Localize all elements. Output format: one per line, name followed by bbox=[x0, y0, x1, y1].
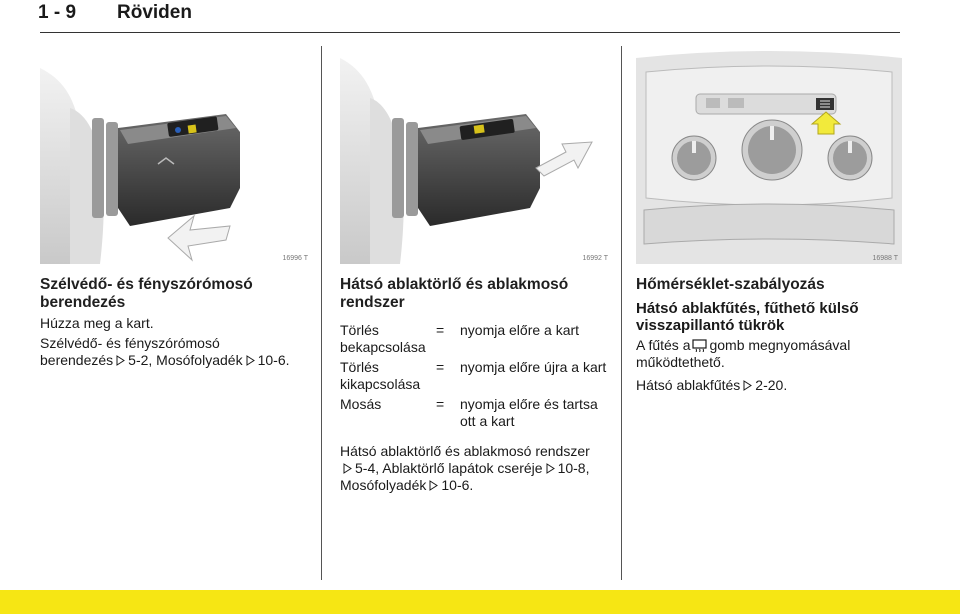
reference-text bbox=[340, 443, 612, 494]
equals-sign: = bbox=[436, 359, 445, 375]
instruction-text bbox=[636, 337, 906, 371]
reference-link[interactable]: 10-8, bbox=[557, 460, 590, 476]
operation-name: Törlés bekapcsolása bbox=[340, 322, 426, 355]
column-divider bbox=[621, 46, 622, 580]
instruction-text: Húzza meg a kart. bbox=[40, 315, 154, 331]
reference-link[interactable]: 2-20. bbox=[755, 377, 788, 393]
footer-bar bbox=[0, 590, 960, 614]
column-divider bbox=[321, 46, 322, 580]
page-ref-arrow-icon bbox=[342, 463, 353, 474]
table-row bbox=[340, 322, 612, 359]
page-ref-arrow-icon bbox=[428, 480, 439, 491]
reference-text bbox=[40, 335, 315, 369]
rear-window-heating-icon bbox=[692, 339, 707, 352]
reference-link[interactable]: 10-6. bbox=[441, 477, 474, 493]
equals-sign: = bbox=[436, 396, 445, 412]
operation-action: nyomja előre a kart bbox=[460, 322, 580, 338]
reference-line: Szélvédő- és fényszórómosó bbox=[40, 335, 220, 351]
section-heading: Hőmérséklet-szabályozás bbox=[636, 276, 825, 293]
page-ref-arrow-icon bbox=[742, 380, 753, 391]
reference-text bbox=[636, 377, 906, 394]
climate-panel-illustration bbox=[636, 48, 902, 264]
instruction-line: gomb megnyomásával működtethető. bbox=[636, 337, 851, 370]
page-ref-arrow-icon bbox=[115, 355, 126, 366]
operation-name: Törlés kikapcsolása bbox=[340, 359, 421, 392]
figure-climate-panel bbox=[636, 48, 902, 264]
subsection-heading: Hátsó ablakfűtés, fűthető külső visszapillantó tükrök bbox=[636, 300, 859, 334]
figure-code: 16992 T bbox=[582, 255, 608, 262]
section-heading: Szélvédő- és fényszórómosó berendezés bbox=[40, 276, 253, 311]
section-rear-wiper bbox=[340, 276, 612, 494]
section-climate-control bbox=[636, 276, 906, 394]
rear-wiper-illustration bbox=[340, 48, 612, 264]
page-number: 1 - 9 bbox=[38, 2, 77, 23]
operation-action: nyomja előre és tartsa ott a kart bbox=[460, 396, 598, 429]
table-row bbox=[340, 396, 612, 433]
table-row bbox=[340, 359, 612, 396]
operation-name: Mosás bbox=[340, 396, 382, 412]
reference-link[interactable]: 10-6. bbox=[257, 352, 290, 368]
instruction-line: A fűtés a bbox=[636, 337, 691, 353]
reference-line: Hátsó ablakfűtés bbox=[636, 377, 741, 393]
operations-table bbox=[340, 322, 612, 433]
section-heading: Hátsó ablaktörlő és ablakmosó rendszer bbox=[340, 276, 569, 311]
equals-sign: = bbox=[436, 322, 445, 338]
page-header bbox=[14, 0, 894, 32]
page-ref-arrow-icon bbox=[245, 355, 256, 366]
reference-line: berendezés bbox=[40, 352, 114, 368]
page-ref-arrow-icon bbox=[545, 463, 556, 474]
reference-link[interactable]: 5-4, Ablaktörlő lapátok cseréje bbox=[355, 460, 543, 476]
figure-rear-wiper-lever bbox=[340, 48, 612, 264]
figure-code: 16988 T bbox=[872, 255, 898, 262]
figure-front-wiper-lever bbox=[40, 48, 312, 264]
front-wiper-illustration bbox=[40, 48, 312, 264]
figure-code: 16996 T bbox=[282, 255, 308, 262]
reference-line: Mosófolyadék bbox=[340, 477, 427, 493]
page-title: Röviden bbox=[117, 2, 192, 23]
section-windscreen-washer bbox=[40, 276, 315, 369]
reference-link[interactable]: 5-2, Mosófolyadék bbox=[128, 352, 243, 368]
reference-line: Hátsó ablaktörlő és ablakmosó rendszer bbox=[340, 443, 590, 459]
header-rule bbox=[40, 32, 900, 33]
operation-action: nyomja előre újra a kart bbox=[460, 359, 607, 375]
